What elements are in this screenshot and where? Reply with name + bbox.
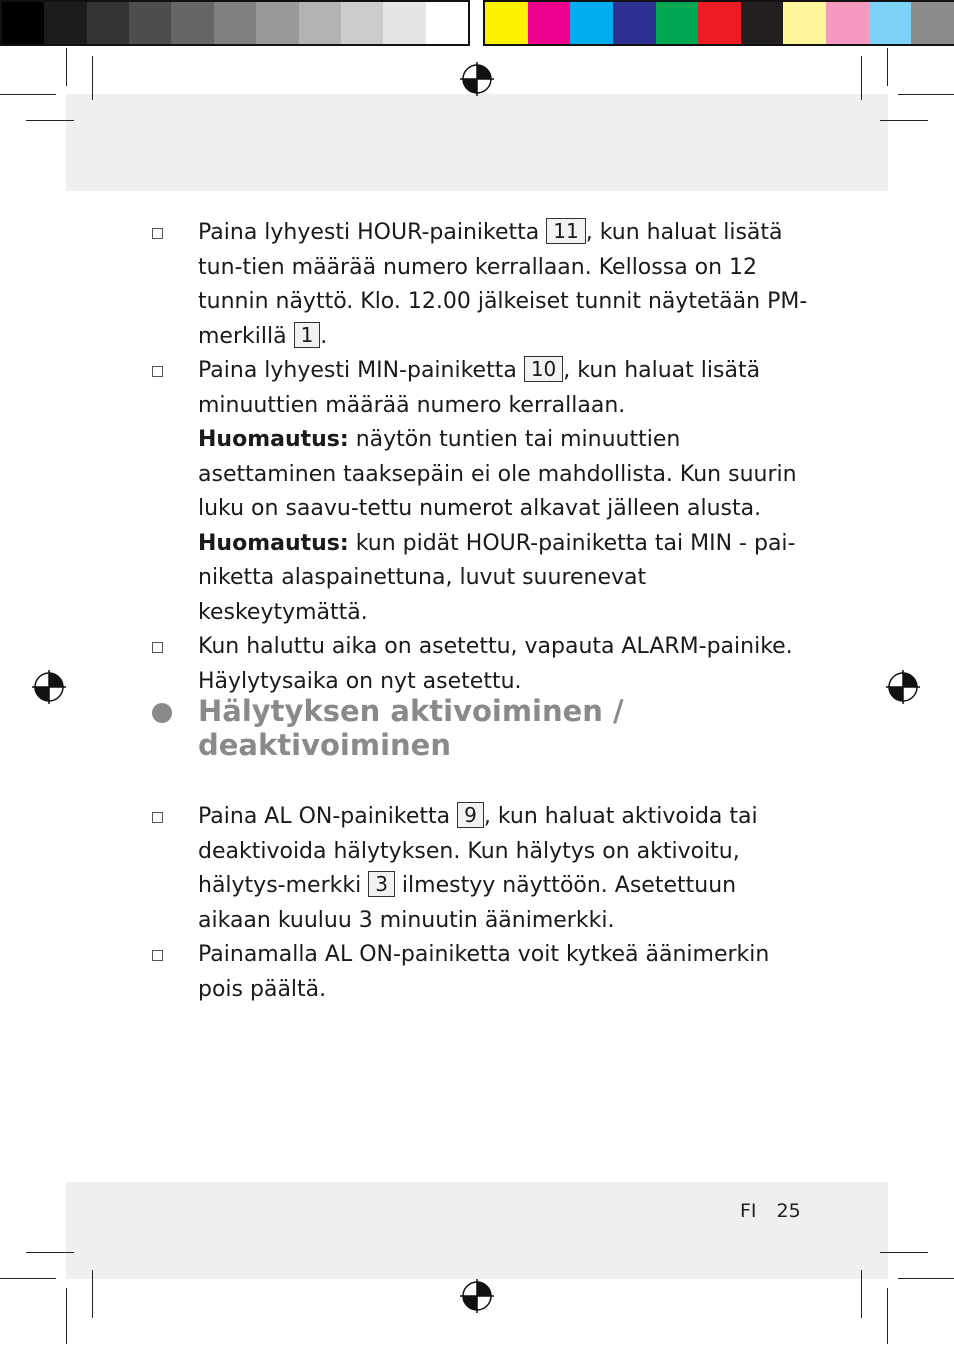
- crop-mark: [0, 94, 56, 95]
- crop-mark: [26, 1252, 74, 1253]
- crop-mark: [861, 1270, 862, 1318]
- color-swatch: [826, 2, 869, 44]
- crop-mark: [861, 56, 862, 100]
- note-paragraph: Huomautus: näytön tuntien tai minuuttien asettaminen taaksepäin ei ole mahdollista. Kun suurin luku on saavu-tettu numerot alkavat jälleen alusta.: [198, 427, 797, 521]
- color-swatch: [214, 2, 256, 44]
- color-swatch: [299, 2, 341, 44]
- crop-mark: [880, 1252, 928, 1253]
- crop-mark: [898, 94, 954, 95]
- color-swatch: [656, 2, 699, 44]
- crop-mark: [887, 48, 888, 86]
- list-item: Paina AL ON-painiketta 9 , kun haluat aktivoida tai deaktivoida hälytyksen. Kun hälytys on aktivoitu, hälytys-merkki 3 ilmestyy näyttöön. Asetettuun aikaan kuuluu 3 minuutin äänimerkki.: [152, 800, 812, 938]
- grayscale-bar: [0, 0, 470, 46]
- ref-number-box: 3: [368, 871, 395, 897]
- crop-mark: [92, 56, 93, 100]
- crop-mark: [880, 120, 928, 121]
- instructions-section-2: [152, 800, 812, 1007]
- crop-mark: [26, 120, 74, 121]
- list-item: Kun haluttu aika on asetettu, vapauta ALARM-painike. Häylytysaika on nyt asetettu.: [152, 630, 812, 699]
- checkbox-bullet-icon: [152, 938, 198, 976]
- crop-mark: [66, 1288, 67, 1344]
- crop-mark: [66, 48, 67, 86]
- color-swatch: [44, 2, 86, 44]
- color-swatch: [570, 2, 613, 44]
- color-swatch: [426, 2, 468, 44]
- crop-mark: [898, 1278, 954, 1279]
- color-swatch: [256, 2, 298, 44]
- registration-mark-icon: [460, 1279, 494, 1313]
- registration-mark-icon: [886, 670, 920, 704]
- color-swatch: [2, 2, 44, 44]
- crop-mark: [92, 1270, 93, 1318]
- section-heading: Hälytyksen aktivoiminen / deaktivoiminen: [152, 694, 812, 762]
- footer-band: [66, 1182, 888, 1279]
- checkbox-bullet-icon: [152, 800, 198, 838]
- checkbox-bullet-icon: [152, 216, 198, 254]
- color-swatch: [87, 2, 129, 44]
- ref-number-box: 1: [294, 322, 321, 348]
- ref-number-box: 10: [524, 356, 563, 382]
- color-swatch: [783, 2, 826, 44]
- ref-number-box: 11: [546, 218, 585, 244]
- language-code: FI: [740, 1200, 757, 1222]
- ref-number-box: 9: [457, 802, 484, 828]
- checkbox-bullet-icon: [152, 354, 198, 392]
- color-swatch: [383, 2, 425, 44]
- registration-mark-icon: [460, 62, 494, 96]
- color-swatch: [869, 2, 912, 44]
- page-number: 25: [776, 1200, 801, 1222]
- color-swatch: [741, 2, 784, 44]
- crop-mark: [0, 1278, 56, 1279]
- note-paragraph: Huomautus: kun pidät HOUR-painiketta tai MIN - pai-niketta alaspainettuna, luvut suurenevat keskeytymättä.: [198, 530, 796, 625]
- checkbox-bullet-icon: [152, 630, 198, 668]
- crop-mark: [887, 1288, 888, 1344]
- list-item: Painamalla AL ON-painiketta voit kytkeä äänimerkin pois päältä.: [152, 938, 812, 1007]
- page-footer: [740, 1200, 801, 1222]
- list-item: Paina lyhyesti HOUR-painiketta 11 , kun haluat lisätä tun-tien määrää numero kerrallaan. Kellossa on 12 tunnin näyttö. Klo. 12.00 jälkeiset tunnit näytetään PM-merkillä 1 .: [152, 216, 812, 354]
- header-band: [66, 94, 888, 191]
- registration-mark-icon: [32, 670, 66, 704]
- heading-bullet-icon: [152, 703, 172, 723]
- process-color-bar: [483, 0, 954, 46]
- list-item: Paina lyhyesti MIN-painiketta 10 , kun haluat lisätä minuuttien määrää numero kerrallaan.: [152, 354, 812, 423]
- color-swatch: [528, 2, 571, 44]
- color-swatch: [911, 2, 954, 44]
- color-swatch: [129, 2, 171, 44]
- color-swatch: [485, 2, 528, 44]
- color-swatch: [171, 2, 213, 44]
- color-swatch: [698, 2, 741, 44]
- color-swatch: [613, 2, 656, 44]
- color-swatch: [341, 2, 383, 44]
- instructions-section-1: [152, 216, 812, 699]
